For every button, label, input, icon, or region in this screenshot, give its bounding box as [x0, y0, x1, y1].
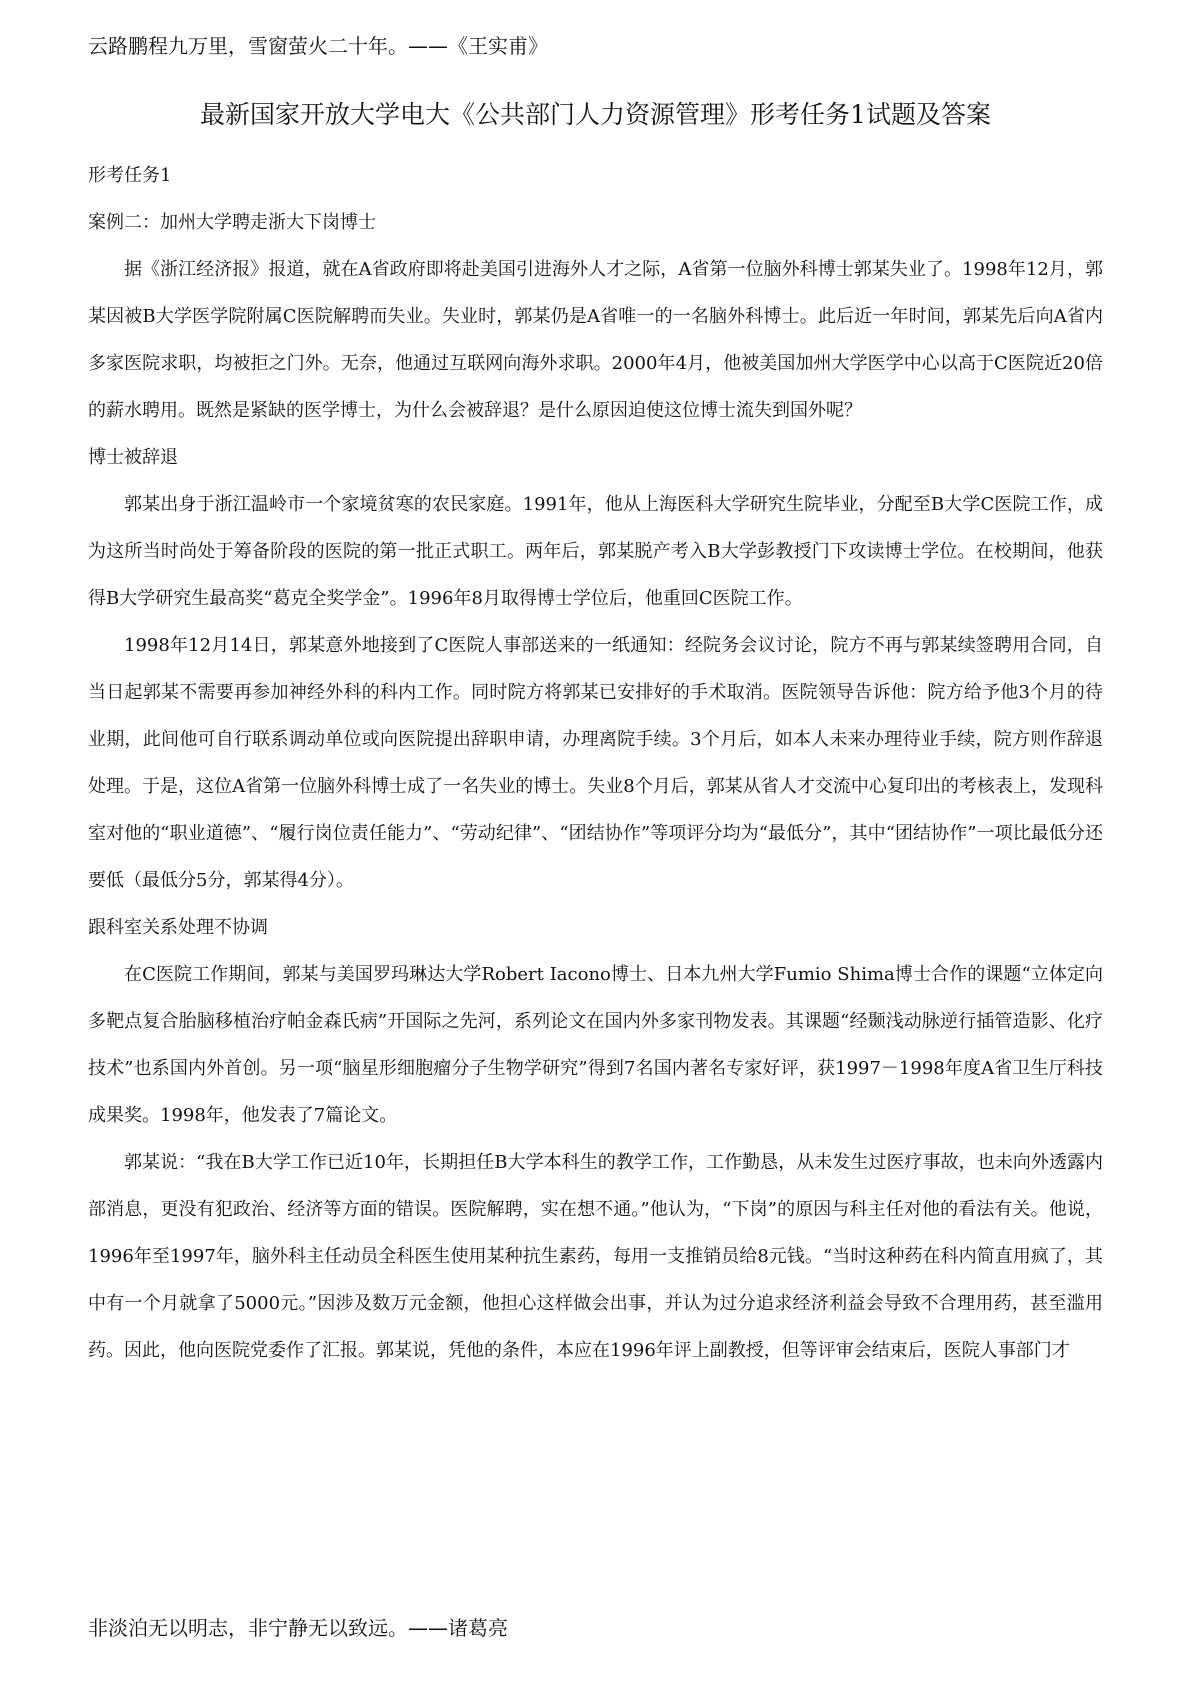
subheading-relations: 跟科室关系处理不协调 — [88, 917, 268, 938]
paragraph-research: 在C医院工作期间，郭某与美国罗玛琳达大学Robert Iacono博士、日本九州大学Fumio Shima博士合作的课题“立体定向多靶点复合胎脑移植治疗帕金森氏病”开国际之先河，系列论文在国内外多家刊物发表。其课题“经颞浅动脉逆行插管造影、化疗技术”也系国内外首创。另一项“脑星形细胞瘤分子生物学研究”得到7名国内著名专家好评，获1997－1998年度A省卫生厅科技成果奖。1998年，他发表了7篇论文。 — [88, 964, 1103, 1126]
document-title: 最新国家开放大学电大《公共部门人力资源管理》形考任务1试题及答案 — [200, 100, 991, 129]
footer-quote: 非淡泊无以明志，非宁静无以致远。——诸葛亮 — [88, 1616, 508, 1640]
paragraph-background: 郭某出身于浙江温岭市一个家境贫寒的农民家庭。1991年，他从上海医科大学研究生院毕业，分配至B大学C医院工作，成为这所当时尚处于筹备阶段的医院的第一批正式职工。两年后，郭某脱产考入B大学彭教授门下攻读博士学位。在校期间，他获得B大学研究生最高奖“葛克全奖学金”。1996年8月取得博士学位后，他重回C医院工作。 — [88, 494, 1103, 609]
case-title: 案例二：加州大学聘走浙大下岗博士 — [88, 212, 376, 233]
document-body — [88, 152, 1103, 1374]
header-quote: 云路鹏程九万里，雪窗萤火二十年。——《王实甫》 — [88, 34, 548, 58]
paragraph-intro: 据《浙江经济报》报道，就在A省政府即将赴美国引进海外人才之际，A省第一位脑外科博士郭某失业了。1998年12月，郭某因被B大学医学院附属C医院解聘而失业。失业时，郭某仍是A省唯一的一名脑外科博士。此后近一年时间，郭某先后向A省内多家医院求职，均被拒之门外。无奈，他通过互联网向海外求职。2000年4月，他被美国加州大学医学中心以高于C医院近20倍的薪水聘用。既然是紧缺的医学博士，为什么会被辞退？是什么原因迫使这位博士流失到国外呢？ — [88, 259, 1103, 421]
task-label: 形考任务1 — [88, 165, 172, 186]
paragraph-statement: 郭某说：“我在B大学工作已近10年，长期担任B大学本科生的教学工作，工作勤恳，从未发生过医疗事故，也未向外透露内部消息，更没有犯政治、经济等方面的错误。医院解聘，实在想不通。”他认为，“下岗”的原因与科主任对他的看法有关。他说，1996年至1997年，脑外科主任动员全科医生使用某种抗生素药，每用一支推销员给8元钱。“当时这种药在科内简直用疯了，其中有一个月就拿了5000元。”因涉及数万元金额，他担心这样做会出事，并认为过分追求经济利益会导致不合理用药，甚至滥用药。因此，他向医院党委作了汇报。郭某说，凭他的条件，本应在1996年评上副教授，但等评审会结束后，医院人事部门才 — [88, 1152, 1103, 1361]
paragraph-notice: 1998年12月14日，郭某意外地接到了C医院人事部送来的一纸通知：经院务会议讨论，院方不再与郭某续签聘用合同，自当日起郭某不需要再参加神经外科的科内工作。同时院方将郭某已安排好的手术取消。医院领导告诉他：院方给予他3个月的待业期，此间他可自行联系调动单位或向医院提出辞职申请，办理离院手续。3个月后，如本人未来办理待业手续，院方则作辞退处理。于是，这位A省第一位脑外科博士成了一名失业的博士。失业8个月后，郭某从省人才交流中心复印出的考核表上，发现科室对他的“职业道德”、“履行岗位责任能力”、“劳动纪律”、“团结协作”等项评分均为“最低分”，其中“团结协作”一项比最低分还要低（最低分5分，郭某得4分）。 — [88, 635, 1103, 891]
subheading-dismissed: 博士被辞退 — [88, 447, 178, 468]
